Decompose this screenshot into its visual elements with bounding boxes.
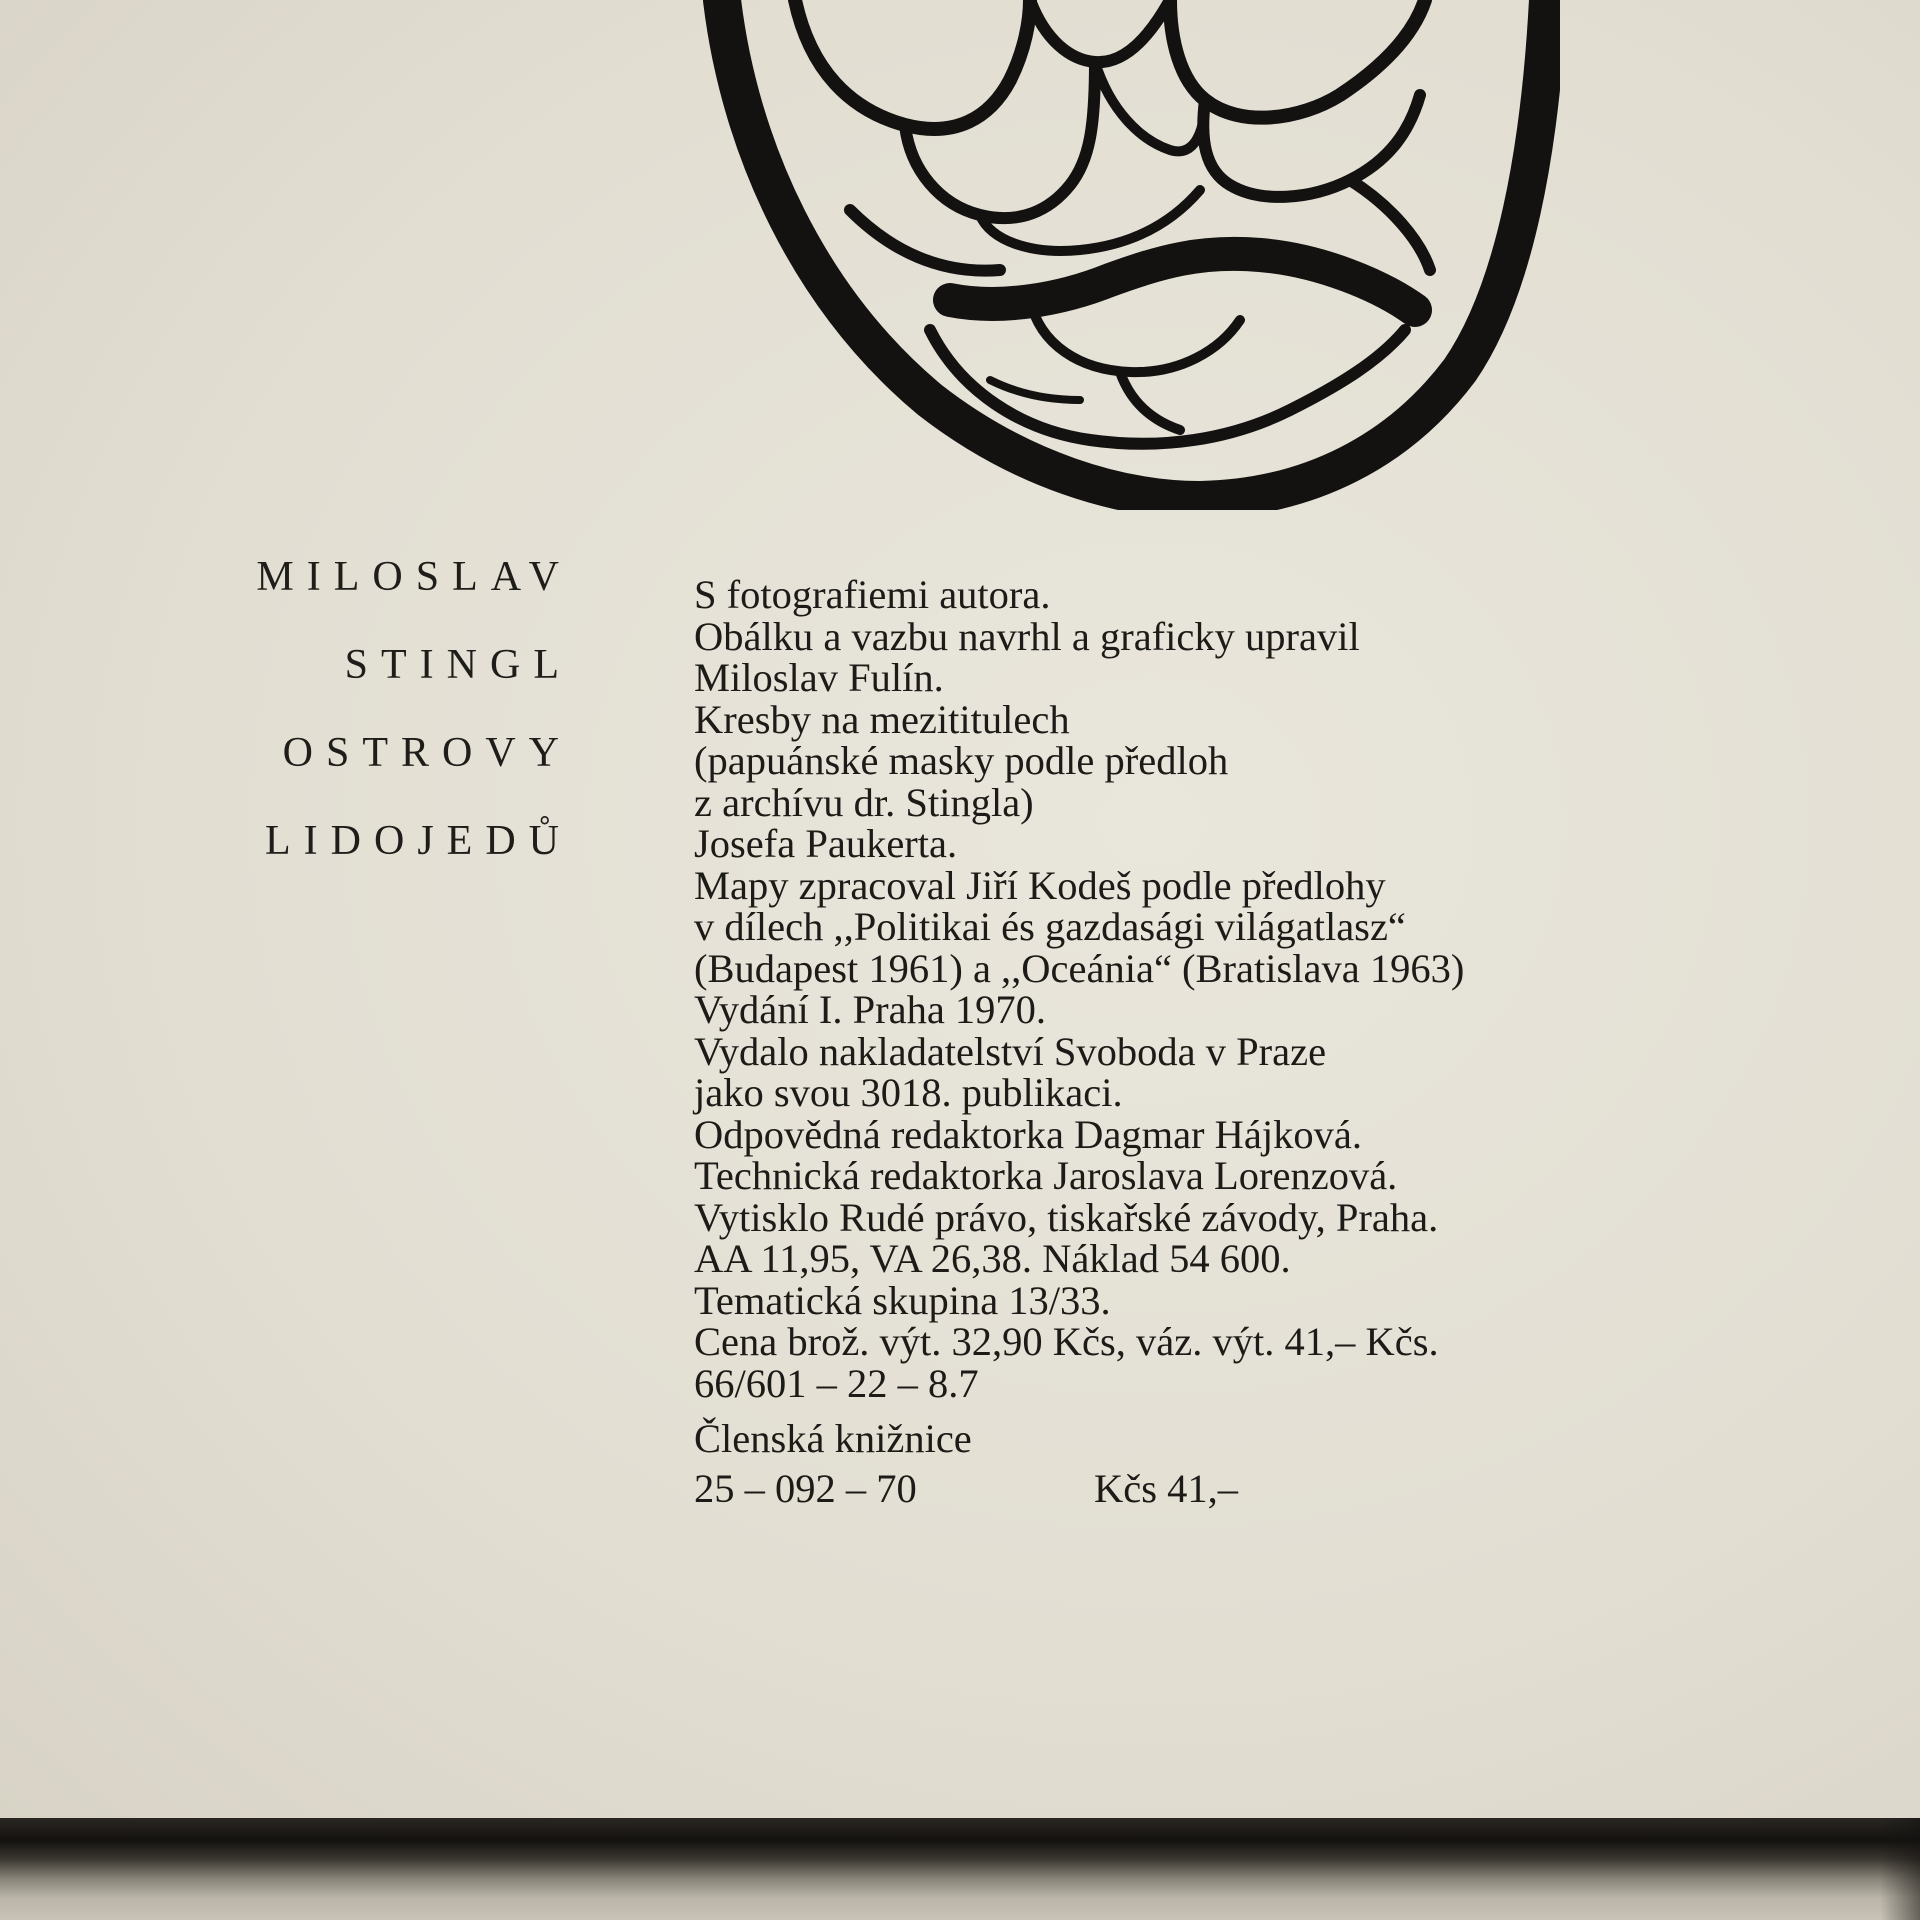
imprint-line: jako svou 3018. publikaci. (694, 1070, 1123, 1115)
imprint-line: Mapy zpracoval Jiří Kodeš podle předlohy (694, 862, 1386, 908)
imprint-line: AA 11,95, VA 26,38. Náklad 54 600. (694, 1236, 1291, 1281)
imprint-line: S fotografiemi autora. (694, 572, 1051, 617)
book-title-line-1: OSTROVY (282, 730, 572, 776)
imprint-line: v dílech ,,Politikai és gazdasági világatlasz“ (694, 904, 1406, 949)
club-price-row (694, 1465, 1854, 1511)
imprint-colophon (694, 574, 1854, 1509)
book-cover-edge (0, 1818, 1920, 1920)
imprint-line: (papuánské masky podle předloh (694, 738, 1229, 783)
imprint-line: Vytisklo Rudé právo, tiskařské závody, Praha. (694, 1194, 1439, 1240)
book-title-line-2: LIDOJEDŮ (265, 818, 572, 864)
author-last-name: STINGL (344, 642, 572, 688)
imprint-line: Josefa Paukerta. (694, 821, 958, 866)
imprint-line: Obálku a vazbu navrhl a graficky upravil (694, 613, 1360, 659)
imprint-line: Cena brož. výt. 32,90 Kčs, váz. výt. 41,– Kčs. (694, 1319, 1439, 1364)
imprint-line: z archívu dr. Stingla) (694, 779, 1034, 825)
imprint-line: Vydání I. Praha 1970. (694, 987, 1047, 1032)
imprint-line: Miloslav Fulín. (694, 655, 944, 700)
author-first-name: MILOSLAV (256, 554, 572, 600)
imprint-line: Vydalo nakladatelství Svoboda v Praze (694, 1028, 1327, 1074)
imprint-line: Tematická skupina 13/33. (694, 1277, 1111, 1323)
imprint-line: 66/601 – 22 – 8.7 (694, 1360, 979, 1406)
club-edition-label: Členská knižnice (694, 1416, 972, 1461)
club-price: Kčs 41,– (1094, 1465, 1238, 1511)
club-code: 25 – 092 – 70 (694, 1465, 917, 1511)
imprint-line: Technická redaktorka Jaroslava Lorenzová. (694, 1153, 1398, 1198)
imprint-line: Odpovědná redaktorka Dagmar Hájková. (694, 1111, 1362, 1157)
side-title (256, 556, 572, 908)
imprint-line: (Budapest 1961) a ,,Oceánia“ (Bratislava 1963) (694, 945, 1465, 991)
papuan-mask-illustration (700, 0, 1560, 510)
imprint-line: Kresby na mezititulech (694, 696, 1070, 742)
